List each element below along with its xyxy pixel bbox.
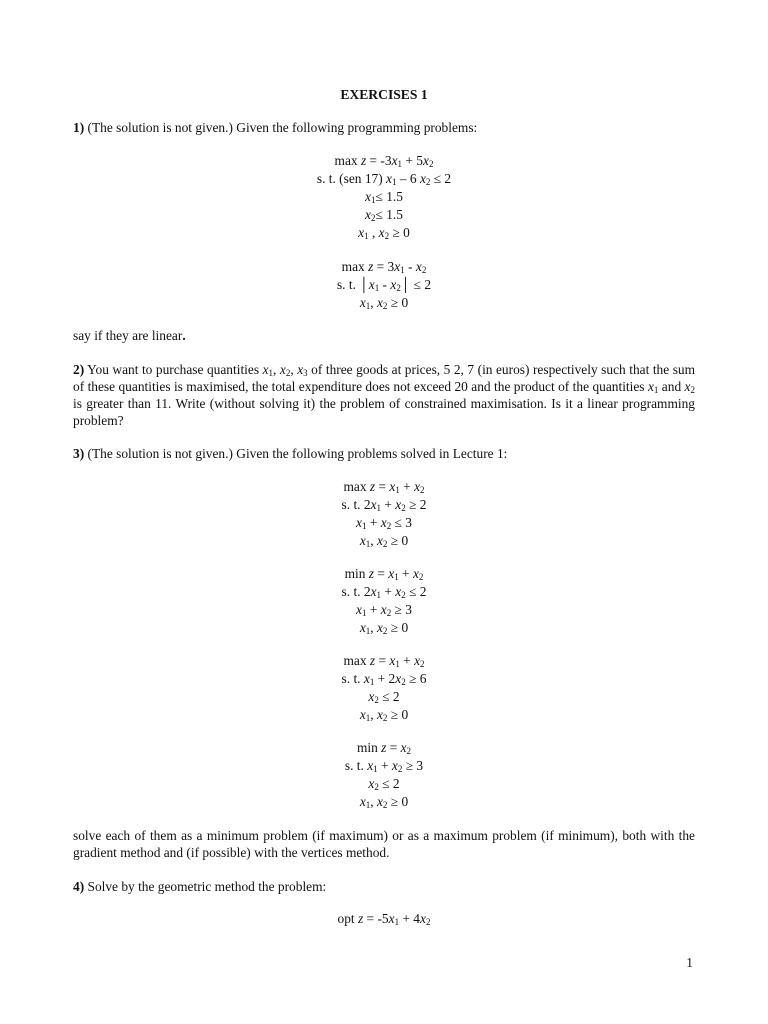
problem-line: $\max z = -3x_1 + 5x_2$ — [334, 153, 434, 169]
problem-line: $\min z = x_2$ — [356, 740, 412, 756]
problem-line: $x_1$, $x_2 \ge 0$ — [359, 620, 409, 636]
problem-line: $x_2\le 1.5$ — [365, 207, 403, 223]
problem-line: $x_2 \le 2$ — [368, 689, 400, 705]
page-title: EXERCISES 1 — [340, 87, 428, 102]
exercise-1-closing: say if they are linear. — [73, 328, 186, 343]
exercise-1-problem-a — [0, 152, 768, 242]
problem-line: s. t. $x_1 + x_2 \ge 3$ — [344, 758, 424, 774]
exercise-2 — [73, 361, 695, 429]
exercise-1-intro — [73, 119, 695, 136]
exercise-3-problem-4 — [0, 739, 768, 811]
exercise-3-intro-text: (The solution is not given.) Given the following problems solved in Lecture 1: — [84, 446, 508, 461]
exercise-2-number: 2) — [73, 362, 85, 377]
exercise-4-number: 4) — [73, 879, 85, 894]
problem-line: s. t. (sen 17) $x_1 - 6$ $x_2 \le 2$ — [316, 171, 452, 187]
exercise-1-intro-text: (The solution is not given.) Given the following programming problems: — [84, 120, 478, 135]
page-number: 1 — [686, 955, 693, 970]
exercise-3-number: 3) — [73, 446, 85, 461]
exercise-4-intro — [73, 878, 695, 895]
problem-line: s. t. $2x_1 + x_2 \le 2$ — [341, 584, 427, 600]
exercise-3-intro — [73, 445, 695, 462]
problem-line: $\max z = 3x_1 - x_2$ — [341, 259, 427, 275]
problem-line: $x_1$ , $x_2 \ge 0$ — [358, 225, 410, 241]
problem-line: $x_1 + x_2 \ge 3$ — [356, 602, 412, 618]
problem-line: $\max z = x_1 + x_2$ — [343, 479, 425, 495]
problem-line: $x_1\le 1.5$ — [365, 189, 403, 205]
problem-line: s. t. $2x_1 + x_2 \ge 2$ — [341, 497, 427, 513]
exercise-4-objective — [0, 910, 768, 928]
problem-line: opt $z = -5x_1 + 4x_2$ — [337, 911, 431, 927]
exercise-3-problem-2 — [0, 565, 768, 637]
problem-line: $x_1$, $x_2 \ge 0$ — [359, 533, 409, 549]
exercise-3-closing: solve each of them as a minimum problem (if maximum) or as a maximum problem (if minimum), both with the gradient method and (if possible) with the vertices method. — [73, 828, 695, 860]
problem-line: $\min z = x_1 + x_2$ — [344, 566, 424, 582]
exercise-3-problem-3 — [0, 652, 768, 724]
problem-line: $x_2 \le 2$ — [368, 776, 400, 792]
problem-line: $x_1$, $x_2 \ge 0$ — [359, 794, 409, 810]
problem-line: $x_1$, $x_2 \ge 0$ — [359, 295, 409, 311]
exercise-1-number: 1) — [73, 120, 85, 135]
problem-line: $x_1$, $x_2 \ge 0$ — [359, 707, 409, 723]
exercise-1-problem-b — [0, 258, 768, 312]
problem-line: s. t. $x_1 + 2x_2 \ge 6$ — [341, 671, 427, 687]
exercise-4-intro-text: Solve by the geometric method the problem: — [84, 879, 327, 894]
problem-line: $x_1 + x_2 \le 3$ — [356, 515, 412, 531]
exercise-3-problem-1 — [0, 478, 768, 550]
exercise-2-text: You want to purchase quantities $x_1$, $x_2$, $x_3$ of three goods at prices, 5 2, 7 (in euros) respectively such that the sum of these quantities is maximised, the total expenditure does not exceed 20 and the product of the quantities $x_1$ and $x_2$ is greater than 11. Write (without solving it) the problem of constrained maximisation. Is it a linear programming problem? — [73, 362, 696, 428]
problem-line: s. t. $│x_1$ - $x_2│ \le 2$ — [336, 277, 432, 293]
problem-line: $\max z = x_1 + x_2$ — [343, 653, 425, 669]
